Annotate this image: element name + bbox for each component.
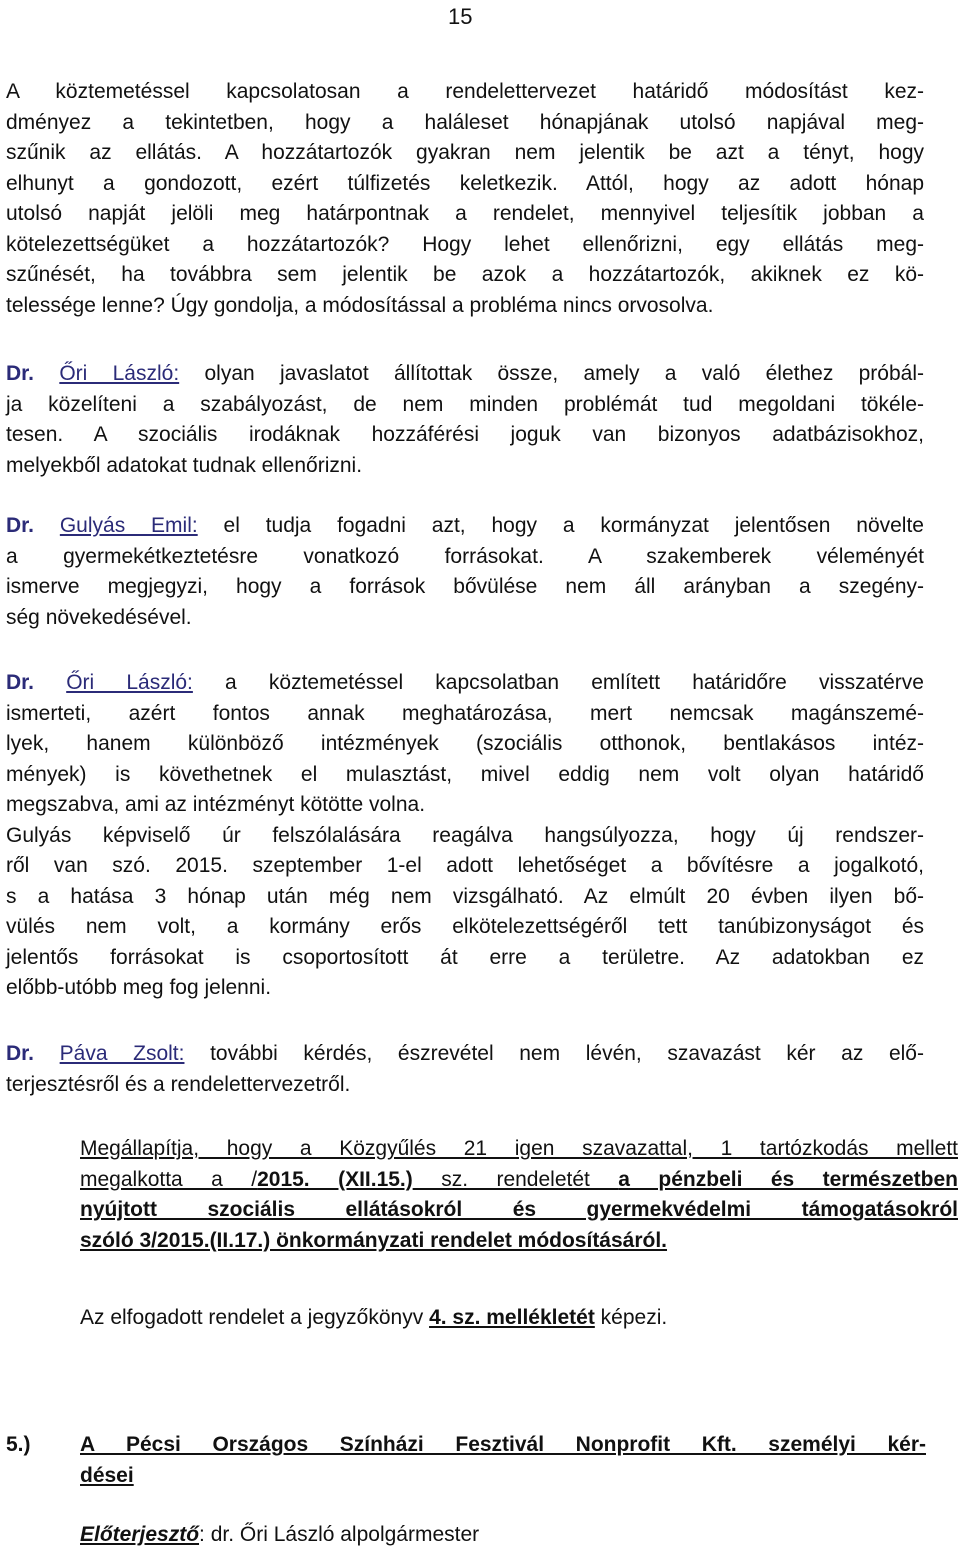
text-line: s a hatása 3 hónap után még nem vizsgálható. Az elmúlt 20 évben ilyen bő- bbox=[6, 884, 924, 908]
text-line: telessége lenne? Úgy gondolja, a módosítással a probléma nincs orvosolva. bbox=[6, 293, 714, 317]
text-line bbox=[6, 359, 924, 390]
text-line: melyekből adatokat tudnak ellenőrizni. bbox=[6, 453, 363, 477]
text-line bbox=[6, 511, 924, 542]
regulation-title: a pénzbeli és természetben bbox=[618, 1167, 959, 1191]
text-line: szűnését, ha továbbra sem jelentik be azok a hozzátartozók, akiknek ez kö- bbox=[6, 263, 924, 286]
text-line bbox=[80, 1520, 479, 1551]
paragraph-4 bbox=[6, 668, 924, 1004]
text-line: terjesztésről és a rendelettervezetről. bbox=[6, 1072, 351, 1096]
paragraph-3 bbox=[6, 511, 924, 633]
regulation-number: 2015. (XII.15.) bbox=[257, 1167, 413, 1191]
speech-text: olyan javaslatot állítottak össze, amely a való élethez próbál- bbox=[179, 362, 925, 385]
text-line bbox=[6, 1039, 924, 1070]
text-line: ről van szó. 2015. szeptember 1-el adott lehetőséget a bővítésre a jogalkotó, bbox=[6, 854, 924, 877]
speaker-title: Dr. bbox=[6, 362, 35, 385]
text-line: dményez a tekintetben, hogy a haláleset hónapjának utolsó napjával meg- bbox=[6, 110, 924, 134]
annex-text: Az elfogadott rendelet a jegyzőkönyv bbox=[80, 1306, 430, 1329]
speech-text: a köztemetéssel kapcsolatban említett határidőre visszatérve bbox=[192, 671, 924, 694]
page-number: 15 bbox=[448, 4, 473, 29]
resolution-text: megalkotta a / bbox=[80, 1167, 258, 1191]
text-line: Gulyás képviselő úr felszólalására reagálva hangsúlyozza, hogy új rendszer- bbox=[6, 823, 924, 847]
speaker-name: Gulyás Emil: bbox=[59, 514, 198, 537]
text-line: utolsó napját jelöli meg határpontnak a rendelet, mennyivel teljesítik jobban a bbox=[6, 202, 924, 225]
text-line bbox=[6, 668, 924, 699]
regulation-title: szóló 3/2015.(II.17.) önkormányzati rendelet módosításáról. bbox=[80, 1228, 668, 1252]
paragraph-1 bbox=[6, 77, 924, 321]
annex-reference: 4. sz. mellékletét bbox=[429, 1306, 595, 1329]
speaker-name: Őri László: bbox=[59, 362, 180, 385]
presenter-label: Előterjesztő bbox=[80, 1523, 200, 1546]
text-line: mények) is követhetnek el mulasztást, mivel eddig nem volt olyan határidő bbox=[6, 762, 924, 786]
resolution-line bbox=[80, 1165, 958, 1196]
agenda-title-line: dései bbox=[80, 1463, 134, 1487]
paragraph-2 bbox=[6, 359, 924, 481]
text-line: vülés nem volt, a kormány erős elkötelezettségéről tett tanúbizonyságot és bbox=[6, 915, 924, 938]
speaker-title: Dr. bbox=[6, 514, 35, 537]
speaker-title: Dr. bbox=[6, 1042, 35, 1065]
text-line: tesen. A szociális irodáknak hozzáférési joguk van bizonyos adatbázisokhoz, bbox=[6, 423, 924, 446]
text-line: ja közelíteni a szabályozást, de nem minden problémát tud megoldani tökéle- bbox=[6, 392, 924, 416]
resolution-block bbox=[80, 1134, 958, 1256]
presenter-line bbox=[80, 1520, 479, 1551]
agenda-item-number: 5.) bbox=[6, 1433, 31, 1456]
text-line bbox=[80, 1303, 667, 1334]
resolution-line: Megállapítja, hogy a Közgyűlés 21 igen szavazattal, 1 tartózkodás mellett bbox=[80, 1137, 958, 1160]
annex-text: képezi. bbox=[594, 1306, 668, 1329]
speaker-title: Dr. bbox=[6, 671, 35, 694]
speaker-name: Páva Zsolt: bbox=[59, 1042, 185, 1065]
annex-note bbox=[80, 1303, 667, 1334]
agenda-title-line: A Pécsi Országos Színházi Fesztivál Nonprofit Kft. személyi kér- bbox=[80, 1433, 926, 1456]
text-line: szűnik az ellátás. A hozzátartozók gyakran nem jelentik be azt a tényt, hogy bbox=[6, 141, 924, 164]
resolution-text: sz. rendeletét bbox=[412, 1167, 619, 1191]
text-line: a gyermekétkeztetésre vonatkozó forrásokat. A szakemberek véleményét bbox=[6, 544, 924, 568]
text-line: ség növekedésével. bbox=[6, 605, 192, 629]
text-line: kötelezettségüket a hozzátartozók? Hogy lehet ellenőrizni, egy ellátás meg- bbox=[6, 232, 924, 256]
speech-text: el tudja fogadni azt, hogy a kormányzat jelentősen növelte bbox=[197, 514, 924, 537]
text-line: lyek, hanem különböző intézmények (szociális otthonok, bentlakásos intéz- bbox=[6, 732, 924, 755]
text-line: elhunyt a gondozott, ezért túlfizetés keletkezik. Attól, hogy az adott hónap bbox=[6, 171, 924, 195]
text-line: ismerteti, azért fontos annak meghatározása, mert nemcsak magánszemé- bbox=[6, 701, 924, 725]
presenter-name: : dr. Őri László alpolgármester bbox=[199, 1523, 480, 1546]
text-line: jelentős forrásokat is csoportosított át erre a területre. Az adatokban ez bbox=[6, 945, 924, 969]
paragraph-5 bbox=[6, 1039, 924, 1100]
agenda-item-title bbox=[80, 1430, 926, 1491]
text-line: ismerve megjegyzi, hogy a források bővülése nem áll arányban a szegény- bbox=[6, 575, 924, 598]
text-line: előbb-utóbb meg fog jelenni. bbox=[6, 976, 272, 999]
speech-text: további kérdés, észrevétel nem lévén, szavazást kér az elő- bbox=[184, 1042, 924, 1065]
text-line: megszabva, ami az intézményt kötötte volna. bbox=[6, 793, 426, 816]
speaker-name: Őri László: bbox=[66, 671, 193, 694]
regulation-title: nyújtott szociális ellátásokról és gyermekvédelmi támogatásokról bbox=[80, 1198, 958, 1221]
text-line: A köztemetéssel kapcsolatosan a rendelettervezet határidő módosítást kez- bbox=[6, 80, 924, 103]
